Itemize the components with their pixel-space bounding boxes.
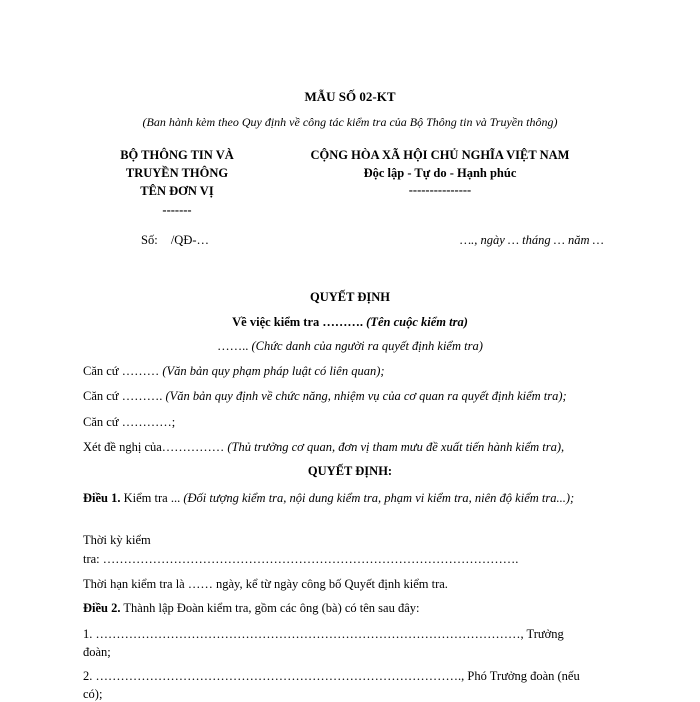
legal-basis-2	[83, 389, 567, 404]
document-number	[141, 233, 209, 248]
form-code: MẪU SỐ 02-KT	[304, 89, 396, 104]
unit-name: TÊN ĐƠN VỊ	[140, 184, 214, 198]
decision-subject	[0, 315, 700, 330]
ministry-name-line2: TRUYỀN THÔNG	[125, 166, 229, 180]
left-header-rule: -------	[162, 203, 192, 217]
article-2-label: Điều 2.	[83, 601, 121, 615]
subject-text: Về việc kiểm tra ……….	[232, 315, 364, 329]
issued-note: (Ban hành kèm theo Quy định về công tác kiểm tra của Bộ Thông tin và Truyền thông)	[142, 115, 558, 129]
team-member-2: 2. ……………………………………………………………………………., Phó Trưởng đoàn (nếu	[83, 669, 580, 683]
subject-name: (Tên cuộc kiểm tra)	[366, 315, 468, 329]
basis-note: (Thủ trưởng cơ quan, đơn vị tham mưu đề xuất tiến hành kiểm tra),	[227, 440, 565, 454]
article-1-label: Điều 1.	[83, 491, 121, 505]
article-1	[83, 489, 618, 507]
basis-lead: Căn cứ ………	[83, 364, 160, 378]
number-label: Số:	[141, 233, 158, 247]
date-line: …., ngày … tháng … năm …	[460, 233, 604, 247]
national-title: CỘNG HÒA XÃ HỘI CHỦ NGHĨA VIỆT NAM	[310, 148, 570, 162]
legal-basis-1	[83, 364, 385, 379]
article-1-scope: (Đối tượng kiểm tra, nội dung kiểm tra, phạm vi kiểm tra, niên độ kiểm tra...);	[183, 491, 575, 505]
right-header-rule: ---------------	[408, 183, 472, 197]
team-member-1-cont: đoàn;	[83, 645, 111, 659]
team-member-2-cont: có);	[83, 687, 103, 701]
team-member-1: 1. …………………………………………………………………………………………, Trưởng	[83, 627, 564, 641]
decision-heading: QUYẾT ĐỊNH:	[307, 464, 393, 478]
decision-title: QUYẾT ĐỊNH	[310, 290, 390, 304]
proposal-basis	[83, 440, 564, 455]
inspection-period-label: Thời kỳ kiểm	[83, 533, 151, 547]
basis-note: (Văn bản quy định về chức năng, nhiệm vụ của cơ quan ra quyết định kiểm tra);	[165, 389, 567, 403]
basis-lead: Xét đề nghị của……………	[83, 440, 225, 454]
national-motto: Độc lập - Tự do - Hạnh phúc	[363, 166, 517, 180]
article-2-text: Thành lập Đoàn kiểm tra, gồm các ông (bà) có tên sau đây:	[123, 601, 420, 615]
decision-authority	[0, 339, 700, 354]
authority-title: (Chức danh của người ra quyết định kiểm tra)	[251, 339, 483, 353]
inspection-period-value: tra: ……………………………………………………………………………………….	[83, 552, 519, 566]
inspection-duration: Thời hạn kiểm tra là …… ngày, kể từ ngày công bố Quyết định kiểm tra.	[83, 577, 448, 591]
article-2	[83, 601, 419, 616]
basis-lead: Căn cứ ……….	[83, 389, 163, 403]
legal-basis-3	[83, 415, 175, 430]
authority-dots: ……..	[217, 339, 249, 353]
basis-lead: Căn cứ …………;	[83, 415, 176, 429]
basis-note: (Văn bản quy phạm pháp luật có liên quan);	[162, 364, 385, 378]
article-1-text: Kiểm tra ...	[123, 491, 181, 505]
ministry-name-line1: BỘ THÔNG TIN VÀ	[120, 148, 234, 162]
number-value: /QĐ-…	[170, 233, 210, 247]
